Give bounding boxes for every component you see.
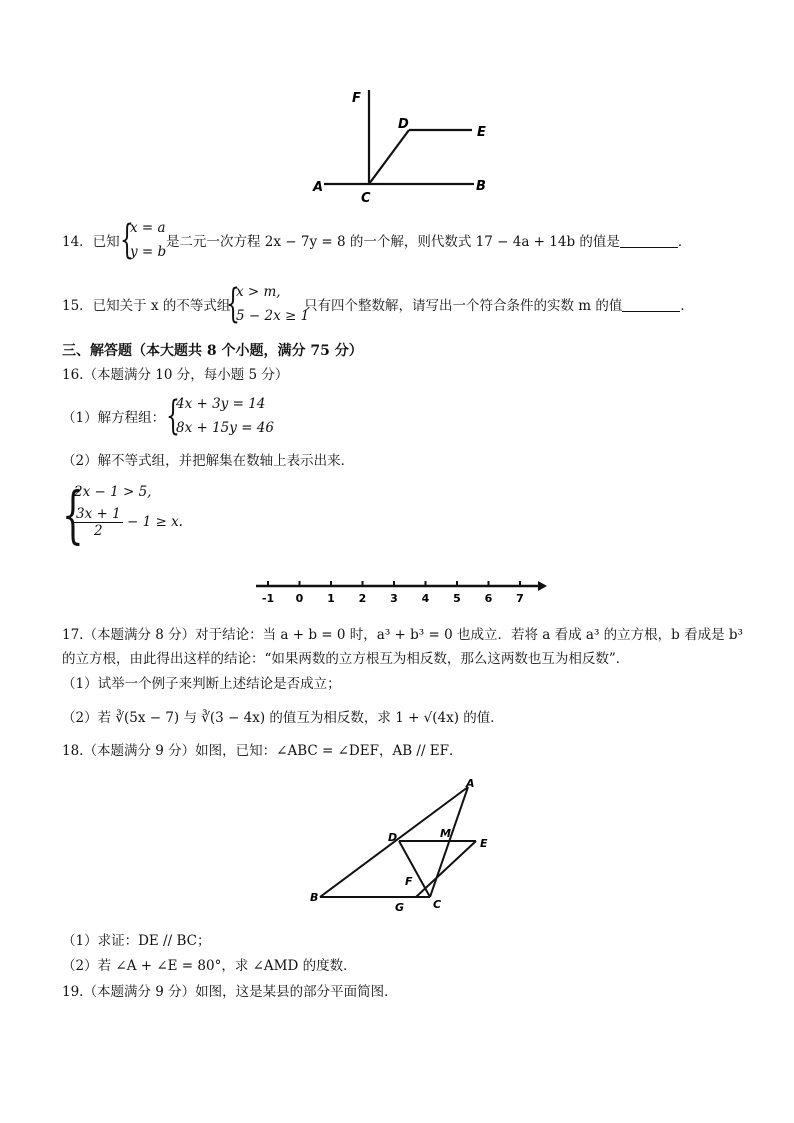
arrow-right-icon bbox=[538, 581, 547, 591]
q16-part1: （1）解方程组： bbox=[62, 410, 166, 426]
q14-text bbox=[166, 233, 691, 251]
label-c: C bbox=[433, 898, 442, 911]
q18-title: 18.（本题满分 9 分）如图，已知：∠ABC = ∠DEF，AB // EF． bbox=[62, 743, 463, 759]
q15-eq2: 5 − 2x ≥ 1 bbox=[236, 308, 310, 324]
number-line-tick-label: 7 bbox=[516, 592, 524, 605]
q17-line1: 17.（本题满分 8 分）对于结论：当 a + b = 0 时，a³ + b³ = 0 也成立．若将 a 看成 a³ 的立方根，b 看成是 b³ bbox=[62, 627, 743, 643]
q16-fraction bbox=[74, 506, 123, 539]
q14-answer-blank[interactable] bbox=[620, 233, 678, 248]
number-line-tick-label: 5 bbox=[453, 592, 461, 605]
number-line-tick-label: 0 bbox=[295, 592, 304, 605]
q17-line2: 的立方根，由此得出这样的结论：“如果两数的立方根互为相反数，那么这两数也互为相反数”． bbox=[62, 651, 630, 667]
brace-icon: { bbox=[226, 281, 240, 327]
q14-system bbox=[120, 217, 170, 264]
q18-part2: （2）若 ∠A + ∠E = 80°，求 ∠AMD 的度数． bbox=[62, 958, 357, 974]
q16-ineq2 bbox=[74, 506, 183, 539]
q17-part1: （1）试举一个例子来判断上述结论是否成立； bbox=[62, 676, 341, 692]
q18-part1: （1）求证：DE // BC； bbox=[62, 933, 211, 949]
figure-triangle-diagram bbox=[300, 775, 500, 915]
label-e: E bbox=[480, 837, 488, 850]
label-c: C bbox=[361, 191, 371, 206]
q15-answer-blank[interactable] bbox=[622, 297, 680, 312]
q16-ineq1: 2x − 1 > 5, bbox=[74, 484, 152, 500]
brace-icon: { bbox=[120, 217, 134, 263]
label-d: D bbox=[388, 831, 398, 844]
q15-text bbox=[304, 297, 694, 315]
q16-ineq2-rest: − 1 ≥ x. bbox=[126, 514, 183, 530]
q15-body: 只有四个整数解，请写出一个符合条件的实数 m 的值 bbox=[304, 298, 623, 314]
q14-end: ． bbox=[677, 234, 692, 250]
q17-part2: （2）若 ∛(5x − 7) 与 ∛(3 − 4x) 的值互为相反数，求 1 + √(4x) 的值． bbox=[62, 710, 504, 726]
label-d: D bbox=[398, 117, 409, 132]
q16-system2 bbox=[62, 478, 202, 551]
number-line-tick-label: 1 bbox=[327, 592, 335, 605]
q16-eq1: 4x + 3y = 14 bbox=[176, 396, 266, 412]
label-b: B bbox=[310, 891, 319, 904]
label-a: A bbox=[313, 180, 324, 195]
label-g: G bbox=[395, 901, 405, 914]
number-line-tick-label: 6 bbox=[484, 592, 493, 605]
number-line-tick-label: 3 bbox=[390, 592, 398, 605]
brace-icon: { bbox=[62, 478, 84, 551]
q19-title: 19.（本题满分 9 分）如图，这是某县的部分平面简图． bbox=[62, 984, 398, 1000]
label-f: F bbox=[405, 875, 413, 888]
q16-part2: （2）解不等式组，并把解集在数轴上表示出来． bbox=[62, 453, 355, 469]
q15-eq1: x > m, bbox=[236, 284, 281, 300]
brace-icon: { bbox=[166, 393, 180, 439]
number-line-tick-label: 4 bbox=[421, 592, 430, 605]
label-m: M bbox=[440, 827, 451, 840]
number-line-ticks bbox=[262, 581, 524, 605]
label-f: F bbox=[352, 91, 361, 106]
q16-eq2: 8x + 15y = 46 bbox=[176, 420, 274, 436]
q15-end: ． bbox=[680, 298, 694, 314]
figure-angle-diagram bbox=[300, 84, 510, 208]
q14-prefix: 14．已知 bbox=[62, 234, 120, 250]
number-line-tick-label: 2 bbox=[358, 592, 367, 605]
number-line-tick-label: -1 bbox=[261, 592, 275, 605]
q14-eq1: x = a bbox=[130, 220, 166, 236]
line-cd bbox=[369, 130, 409, 184]
q16-denominator: 2 bbox=[94, 523, 103, 539]
number-line bbox=[250, 578, 550, 608]
q14-eq2: y = b bbox=[130, 244, 167, 260]
q16-system1 bbox=[166, 393, 276, 440]
section-heading: 三、解答题（本大题共 8 个小题，满分 75 分） bbox=[62, 343, 363, 359]
q14-body: 是二元一次方程 2x − 7y = 8 的一个解，则代数式 17 − 4a + 14b 的值是 bbox=[166, 234, 620, 250]
q15-prefix: 15．已知关于 x 的不等式组 bbox=[62, 298, 231, 314]
label-a: A bbox=[466, 777, 475, 790]
q16-numerator: 3x + 1 bbox=[76, 506, 121, 522]
label-b: B bbox=[476, 179, 486, 194]
q16-title: 16.（本题满分 10 分，每小题 5 分） bbox=[62, 367, 289, 383]
q15-system bbox=[226, 281, 310, 328]
label-e: E bbox=[477, 125, 486, 140]
